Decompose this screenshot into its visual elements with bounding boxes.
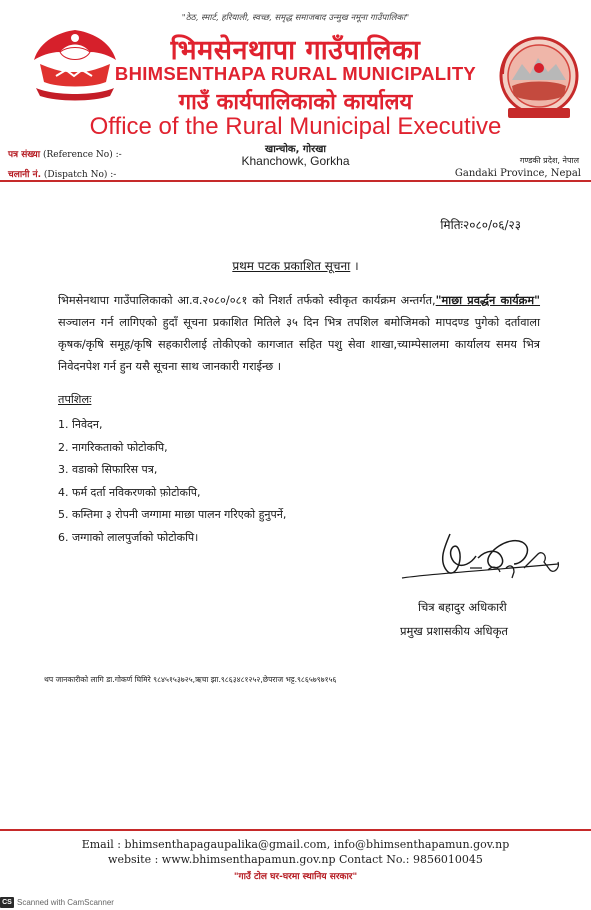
footer-email: Email : bhimsenthapagaupalika@gmail.com, info@bhimsenthapamun.gov.np [81, 838, 510, 851]
notice-date: मितिः२०८०/०६/२३ [440, 218, 521, 232]
program-name: "माछा प्रवर्द्धन कार्यक्रम" [435, 294, 541, 307]
handwritten-signature [398, 528, 568, 592]
contact-info-line: थप जानकारीको लागि डा.गोकर्ण घिमिरे ९८४५१५३७२५,ऋचा झा.९८६३४८१२५२,छेपराज भट्ट.९८६५७९७१५६ [44, 675, 337, 684]
notice-subject-suffix: । [354, 259, 359, 273]
header-divider [0, 180, 591, 182]
notice-para-part1: भिमसेनथापा गाउँपालिकाको आ.व.२०८०/०८१ को निशर्त तर्फको स्वीकृत कार्यक्रम अन्तर्गत, [58, 294, 436, 307]
notice-paragraph [58, 290, 540, 378]
reference-label-en: (Reference No) :- [43, 150, 122, 160]
dispatch-label-en: (Dispatch No) :- [43, 170, 117, 180]
notice-para-part2: सञ्चालन गर्न लागिएको हुदाँ सूचना प्रकाशित मितिले ३५ दिन भित्र तपशिल बमोजिमको मापदण्ड पुगेको दर्तावाला कृषक/कृषि समूह/कृषि सहकारीलाई तोकीएको कागजात सहित पशु सेवा शाखा,च्याम्पेसालमा कार्यालय समय भित्र निवेदनपेश गर्न हुन यसै सूचना साथ जानकारी गराईन्छ । [58, 316, 540, 373]
province-en: Gandaki Province, Nepal [454, 168, 581, 179]
province-np: गण्डकी प्रदेश, नेपाल [519, 156, 579, 165]
location-en: Khanchowk, Gorkha [241, 154, 350, 168]
camscanner-icon: CS [0, 897, 14, 908]
list-item: 3. वडाको सिफारिस पत्र, [58, 463, 158, 476]
municipality-name-np: भिमसेनथापा गाउँपालिका [170, 35, 421, 66]
list-item: 4. फर्म दर्ता नविकरणको फ़ोटोकपि, [58, 485, 201, 499]
list-item: 2. नागरिकताको फोटोकपि, [58, 440, 168, 454]
list-item: 6. जग्गाको लालपुर्जाको फोटोकपि। [58, 530, 199, 544]
dispatch-label-np: चलानी नं. [8, 170, 42, 180]
location-np: खान्चोक, गोरखा [265, 144, 326, 155]
footer-divider [0, 829, 591, 831]
scanner-watermark [0, 894, 114, 910]
requirements-list [58, 414, 286, 549]
office-name-np: गाउँ कार्यपालिकाको कार्यालय [178, 90, 413, 115]
dispatch-number-label [8, 167, 116, 180]
signer-name: चित्र बहादुर अधिकारी [418, 600, 507, 614]
list-item: 5. कम्तिमा ३ रोपनी जग्गामा माछा पालन गरिएको हुनुपर्ने, [58, 508, 287, 521]
notice-subject [0, 257, 591, 274]
footer-website: website : www.bhimsenthapamun.gov.np Contact No.: 9856010045 [108, 853, 483, 866]
notice-subject-text: प्रथम पटक प्रकाशित सूचना [232, 259, 351, 273]
list-item: 1. निवेदन, [58, 418, 103, 431]
office-name-en: Office of the Rural Municipal Executive [89, 113, 502, 140]
signer-designation: प्रमुख प्रशासकीय अधिकृत [400, 624, 508, 638]
details-label: तपशिलः [58, 393, 92, 406]
municipality-motto: "ठेठ, स्मार्ट, हरियाली, स्वच्छ, समृद्ध समाजबाद उन्मुख नमूना गाउँपालिका" [181, 13, 410, 23]
footer-slogan: "गाउँ टोल घर-घरमा स्थानिय सरकार" [233, 872, 358, 882]
reference-number-label [8, 147, 122, 160]
reference-label-np: पत्र संख्या [8, 150, 41, 160]
watermark-text: Scanned with CamScanner [17, 897, 114, 907]
municipality-name-en: BHIMSENTHAPA RURAL MUNICIPALITY [114, 63, 477, 84]
